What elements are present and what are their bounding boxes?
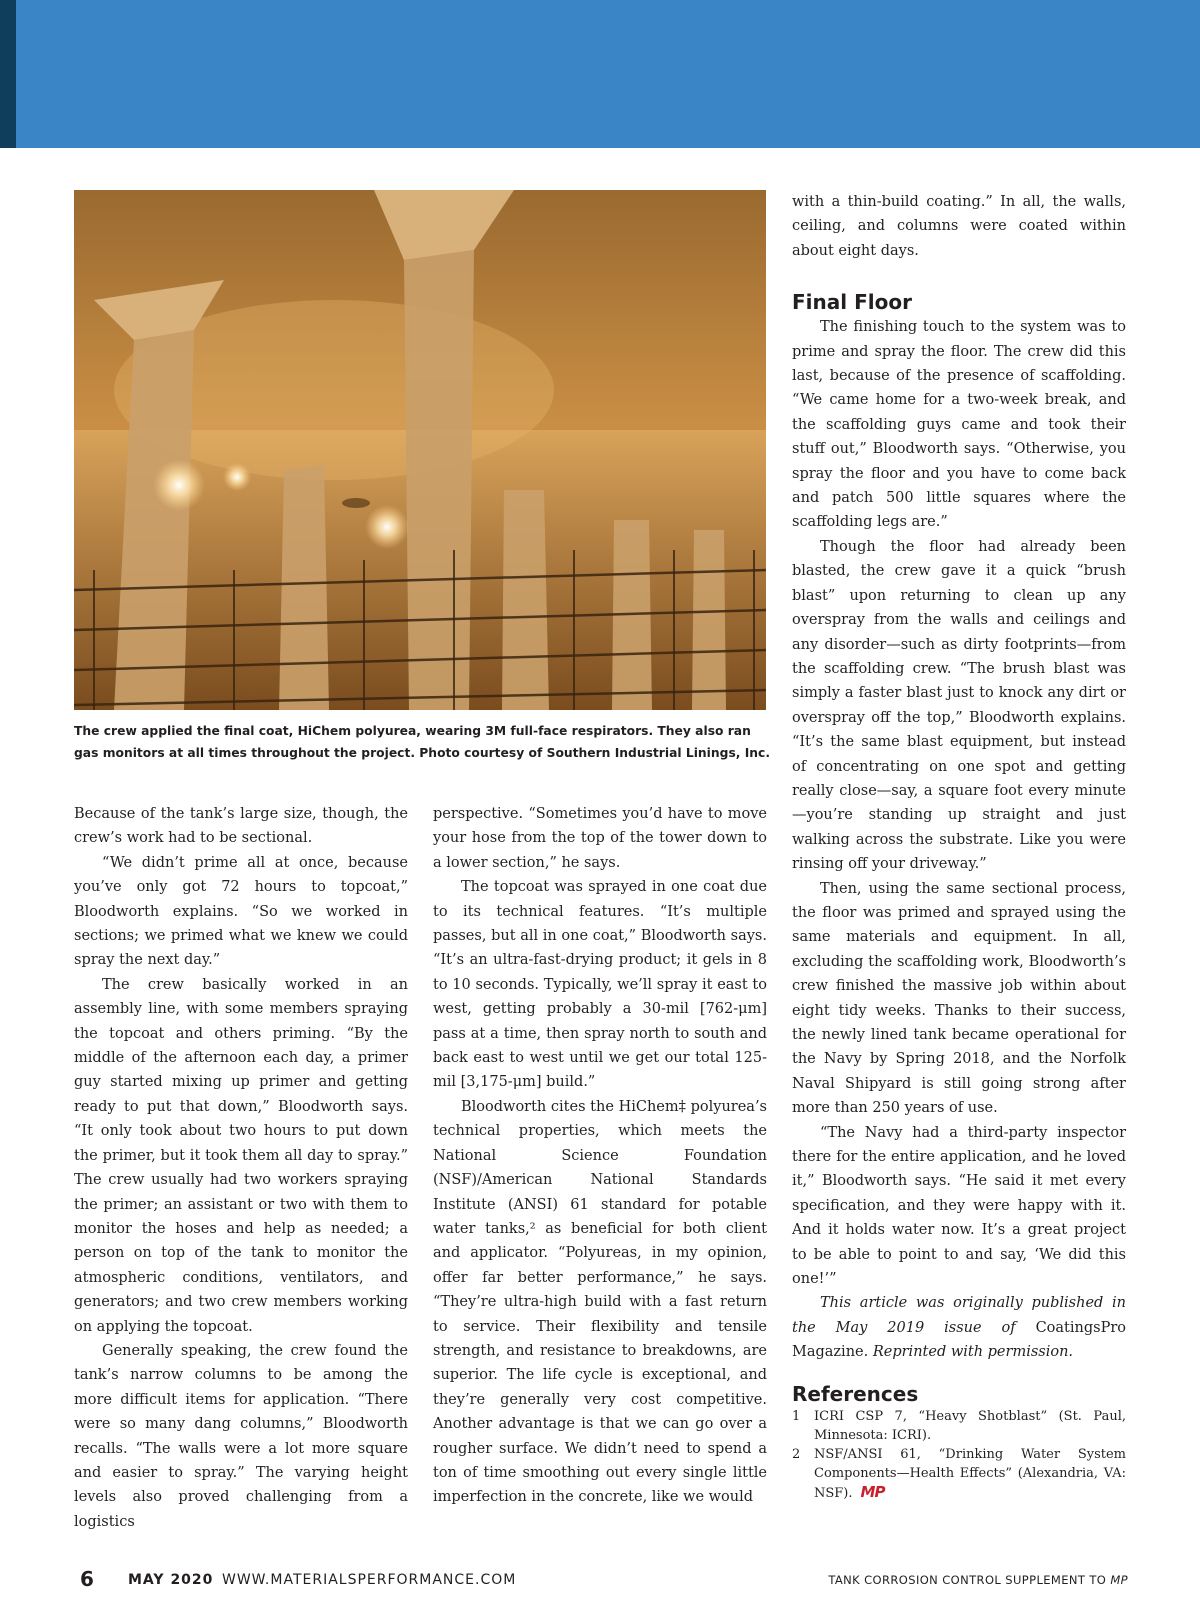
mp-end-logo: MP (860, 1482, 885, 1501)
article-column-3 (792, 190, 1126, 1503)
paragraph: “The Navy had a third-party inspector there for the entire application, and he loved it,” Bloodworth says. “He said it met every specification, and they were happy with it. And it holds water now. It’s a great project to be able to point to and say, ‘We did this one!’” (792, 1124, 1126, 1288)
article-column-2 (433, 802, 767, 1510)
paragraph: “We didn’t prime all at once, because you’ve only got 72 hours to topcoat,” Bloodworth explains. “So we worked in sections; we primed what we knew we could spray the next day.” (74, 854, 408, 969)
reference-number: 2 (792, 1446, 801, 1462)
references-heading: References (792, 1381, 919, 1406)
credit-text: This article was originally published in the May 2019 issue of (792, 1295, 1126, 1336)
references-list (792, 1407, 1126, 1503)
reference-text: NSF/ANSI 61, “Drinking Water System Components—Health Effects” (Alexandria, VA: NSF). (814, 1446, 1126, 1501)
tank-interior-photo (74, 190, 766, 710)
section-heading-final-floor: Final Floor (792, 290, 912, 315)
reference-item (792, 1407, 1126, 1445)
website-link[interactable]: WWW.MATERIALSPERFORMANCE.COM (222, 1572, 517, 1588)
paragraph: Bloodworth cites the HiChem‡ polyurea’s technical properties, which meets the National Science Foundation (NSF)/American National Standards Institute (ANSI) 61 standard for potable water tanks,² as beneficial for both client and applicator. “Polyureas, in my opinion, offer far better performance,” he says. “They’re ultra-high build with a fast return to service. Their flexibility and tensile strength, and resistance to breakdowns, are superior. The life cycle is exceptional, and they’re generally very cost competitive. Another advantage is that we can go over a rougher surface. We didn’t need to spend a ton of time smoothing out every single little imperfection in the concrete, like we would (433, 1098, 767, 1506)
supplement-label (828, 1573, 1128, 1587)
credit-text-end: . Reprinted with permission. (863, 1344, 1074, 1361)
photo-caption: The crew applied the final coat, HiChem polyurea, wearing 3M full-face respirators. They also ran gas monitors at all times throughout the project. Photo courtesy of Southern Industrial Linings, Inc. (74, 724, 771, 760)
paragraph: perspective. “Sometimes you’d have to move your hose from the top of the tower down to a lower section,” he says. (433, 806, 767, 871)
paragraph: The topcoat was sprayed in one coat due to its technical features. “It’s multiple passes, but all in one coat,” Bloodworth says. “It’s an ultra-fast-drying product; it gels in 8 to 10 seconds. Typically, we’ll spray it east to west, getting probably a 30-mil [762-μm] pass at a time, then spray north to south and back east to west until we get our total 125-mil [3,175-μm] build.” (433, 879, 767, 1091)
page-number: 6 (80, 1567, 94, 1591)
article-column-1 (74, 802, 408, 1534)
reference-item (792, 1445, 1126, 1503)
header-banner (0, 0, 1200, 148)
paragraph: Generally speaking, the crew found the tank’s narrow columns to be among the more difficult items for application. “There were so many dang columns,” Bloodworth recalls. “The walls were a lot more square and easier to spray.” The varying height levels also proved challenging from a logistics (74, 1342, 408, 1530)
reference-text: ICRI CSP 7, “Heavy Shotblast” (St. Paul, Minnesota: ICRI). (814, 1408, 1126, 1443)
magazine-name: CoatingsPro Magazine (792, 1319, 1126, 1361)
supplement-text: TANK CORROSION CONTROL SUPPLEMENT TO (828, 1573, 1111, 1587)
issue-date: MAY 2020 (128, 1572, 214, 1588)
reference-number: 1 (792, 1408, 801, 1424)
paragraph: The crew basically worked in an assembly line, with some members spraying the topcoat and others priming. “By the middle of the afternoon each day, a primer guy started mixing up primer and getting ready to put that down,” Bloodworth says. “It only took about two hours to put down the primer, but it took them all day to spray.” The crew usually had two workers spraying the primer; an assistant or two with them to monitor the hoses and help as needed; a person on top of the tank to monitor the atmospheric conditions, ventilators, and generators; and two crew members working on applying the topcoat. (74, 976, 408, 1335)
paragraph: Because of the tank’s large size, though, the crew’s work had to be sectional. (74, 806, 408, 847)
reprint-credit (792, 1291, 1126, 1364)
header-banner-edge (0, 0, 16, 148)
paragraph: The finishing touch to the system was to prime and spray the floor. The crew did this last, because of the presence of scaffolding. “We came home for a two-week break, and the scaffolding guys came and took their stuff out,” Bloodworth says. “Otherwise, you spray the floor and you have to come back and patch 500 little squares where the scaffolding legs are.” (792, 319, 1126, 531)
paragraph: Then, using the same sectional process, the floor was primed and sprayed using the same materials and equipment. In all, excluding the scaffolding work, Bloodworth’s crew finished the massive job within about eight tidy weeks. Thanks to their success, the newly lined tank became operational for the Navy by Spring 2018, and the Norfolk Naval Shipyard is still going strong after more than 250 years of use. (792, 880, 1126, 1117)
supplement-mp: MP (1110, 1573, 1128, 1587)
paragraph: Though the floor had already been blasted, the crew gave it a quick “brush blast” upon returning to clean up any overspray from the walls and ceilings and any disorder—such as dirty footprints—from the scaffolding crew. “The brush blast was simply a faster blast just to knock any dirt or overspray off the top,” Bloodworth explains. “It’s the same blast equipment, but instead of concentrating on one spot and getting really close—say, a square foot every minute—you’re standing up straight and just walking across the substrate. Like you were rinsing off your driveway.” (792, 538, 1126, 873)
paragraph: with a thin-build coating.” In all, the walls, ceiling, and columns were coated within about eight days. (792, 194, 1126, 259)
page-footer (0, 1567, 1200, 1597)
